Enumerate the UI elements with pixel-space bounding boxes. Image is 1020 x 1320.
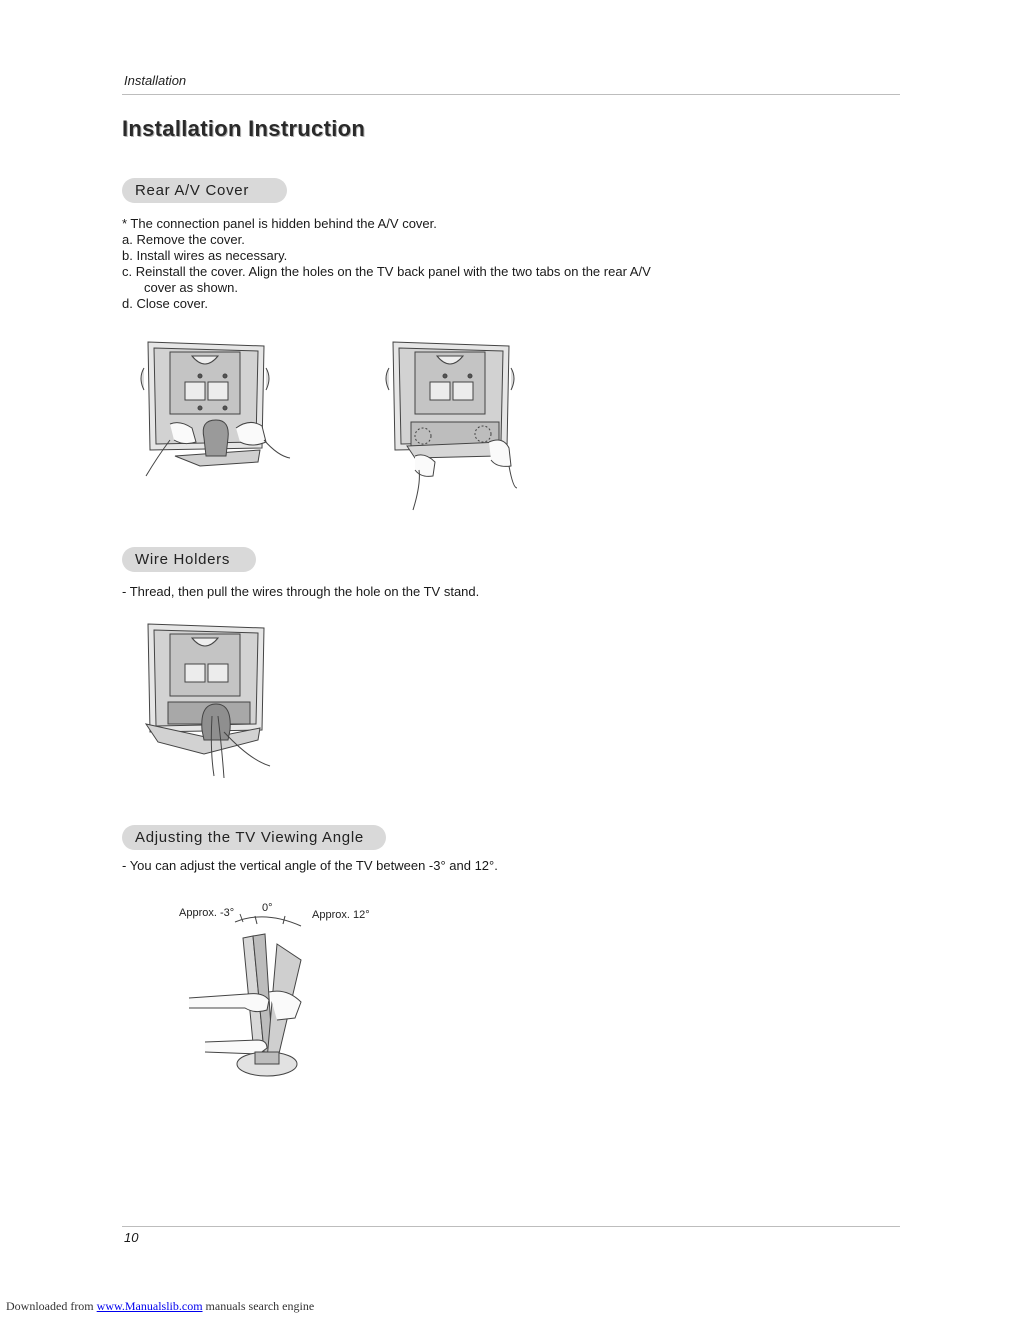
- page-title: Installation Instruction: [122, 116, 366, 141]
- section-heading-rear-av-cover: Rear A/V Cover: [122, 178, 287, 203]
- instruction-step-d: d. Close cover.: [122, 296, 208, 311]
- angle-label-minus-3: Approx. -3°: [179, 907, 235, 919]
- tv-wire-illustration: [140, 620, 280, 780]
- tv-back-cover-illustration: [385, 338, 535, 513]
- section-heading-viewing-angle: Adjusting the TV Viewing Angle: [122, 825, 386, 850]
- credit-prefix: Downloaded from: [6, 1299, 94, 1313]
- figure-reinstall-cover: [385, 338, 535, 513]
- credit-suffix: manuals search engine: [205, 1299, 315, 1313]
- figure-wire-holders: [140, 620, 280, 780]
- angle-label-zero: 0°: [262, 902, 273, 914]
- instruction-step-b: b. Install wires as necessary.: [122, 248, 288, 263]
- instruction-step-c: c. Reinstall the cover. Align the holes on the TV back panel with the two tabs on the rear A/V: [122, 264, 651, 279]
- footer-rule: [122, 1226, 900, 1227]
- wire-holders-text: - Thread, then pull the wires through the hole on the TV stand.: [122, 584, 480, 599]
- tv-back-illustration: [140, 338, 300, 483]
- figure-remove-cover: [140, 338, 300, 483]
- angle-label-plus-12: Approx. 12°: [312, 909, 370, 921]
- viewing-angle-text: - You can adjust the vertical angle of the TV between -3° and 12°.: [122, 858, 498, 873]
- download-credit: [6, 1299, 314, 1314]
- header-rule: [122, 94, 900, 95]
- running-header: Installation: [124, 73, 187, 88]
- figure-viewing-angle: [185, 912, 325, 1082]
- manualslib-link[interactable]: www.Manualslib.com: [96, 1299, 203, 1313]
- instruction-step-a: a. Remove the cover.: [122, 232, 245, 247]
- tv-tilt-illustration: [185, 912, 325, 1082]
- section-heading-wire-holders: Wire Holders: [122, 547, 256, 572]
- rear-av-instructions: [122, 216, 651, 312]
- instruction-step-c-continued: cover as shown.: [144, 280, 238, 295]
- instruction-note: * The connection panel is hidden behind the A/V cover.: [122, 216, 437, 231]
- page-number: 10: [124, 1230, 139, 1245]
